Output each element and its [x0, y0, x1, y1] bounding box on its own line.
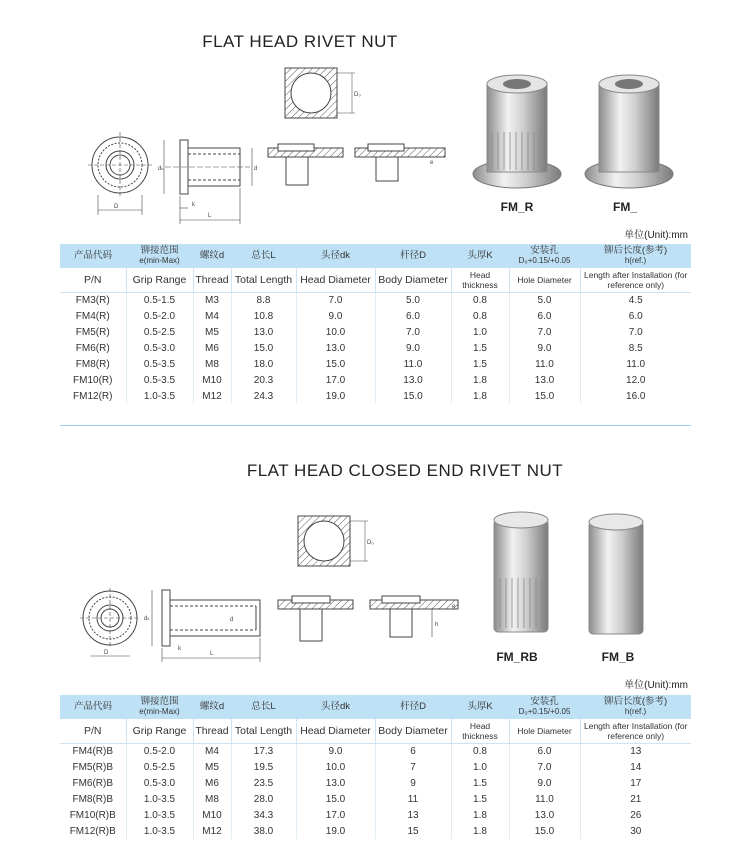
table-cell: 7: [375, 759, 451, 775]
table-cell: 13.0: [296, 775, 375, 791]
table-cell: 6.0: [628, 310, 643, 322]
table-cell: 1.0-3.5: [126, 807, 193, 823]
unit-label: 单位(Unit):mm: [624, 230, 688, 241]
table-row: [60, 775, 691, 791]
table-cell: 17.0: [296, 372, 375, 388]
table-cell: 0.5-2.5: [126, 759, 193, 775]
table-cell: 13.0: [509, 807, 580, 823]
header-cell: 铆后长度(参考) h(ref.): [580, 695, 691, 719]
header-cell: Length after Installation (for reference only): [580, 719, 691, 743]
header-row-cn: [60, 244, 691, 268]
dim-label: e: [452, 604, 456, 610]
dim-label: D₀: [354, 92, 361, 98]
dim-label: e: [430, 160, 434, 166]
table-cell: 1.0-3.5: [126, 388, 193, 404]
header-cell: 安装孔 D₀+0.15/+0.05: [509, 244, 580, 268]
table-cell: 1.0-3.5: [126, 823, 193, 839]
table-cell: 7.0: [628, 326, 643, 338]
header-cell: Thread: [193, 268, 231, 292]
header-cell: Body Diameter: [375, 268, 451, 292]
hole-view: [298, 516, 368, 566]
table-cell: 20.3: [231, 372, 296, 388]
table-cell: 0.8: [451, 292, 509, 308]
table-cell: M6: [193, 340, 231, 356]
product-label: FM_R: [500, 200, 534, 214]
header-cell: 铆接范围 e(min-Max): [126, 695, 193, 719]
table-cell: 0.5-3.5: [126, 372, 193, 388]
table-cell: 13: [630, 745, 642, 757]
unit-label: 单位(Unit):mm: [624, 680, 688, 691]
table-cell: 14: [630, 761, 642, 773]
table-cell: 26: [630, 809, 642, 821]
table-row: [60, 324, 691, 340]
front-view: [80, 588, 140, 656]
section-title: FLAT HEAD RIVET NUT: [202, 32, 398, 51]
table-cell: M5: [193, 759, 231, 775]
table-cell: 17: [630, 777, 642, 789]
table-cell: M10: [193, 372, 231, 388]
table-cell: 13.0: [231, 324, 296, 340]
dim-label: D: [114, 204, 119, 210]
table-cell: 15.0: [296, 791, 375, 807]
header-cell: Hole Diameter: [509, 268, 580, 292]
table-cell: 10.0: [296, 324, 375, 340]
table-cell: 1.0: [451, 759, 509, 775]
header-cell: 头径dk: [296, 695, 375, 719]
product-label: FM_RB: [496, 650, 538, 664]
table-row: [60, 823, 691, 839]
table-cell: FM8(R)B: [60, 791, 126, 807]
table-cell: M5: [193, 324, 231, 340]
dim-label: D: [104, 650, 109, 656]
table-cell: 15.0: [509, 823, 580, 839]
table-cell: 9.0: [296, 308, 375, 324]
table-cell: 8.5: [628, 342, 643, 354]
table-row: [60, 372, 691, 388]
table-cell: FM4(R)B: [60, 743, 126, 759]
header-cell: 杆径D: [375, 244, 451, 268]
table-cell: 19.0: [296, 388, 375, 404]
header-cell: Head thickness: [451, 719, 509, 743]
table-cell: 0.5-2.0: [126, 308, 193, 324]
table-cell: 1.5: [451, 356, 509, 372]
installed-view: [278, 596, 458, 641]
table-cell: 1.5: [451, 775, 509, 791]
table-cell: 15.0: [231, 340, 296, 356]
table-cell: FM12(R)B: [60, 823, 126, 839]
table-cell: 1.8: [451, 372, 509, 388]
section-divider: [60, 425, 691, 426]
dim-label: d: [254, 166, 258, 172]
header-cell: Grip Range: [126, 268, 193, 292]
table-cell: 9.0: [509, 775, 580, 791]
table-cell: 11.0: [375, 356, 451, 372]
table-cell: 0.5-2.5: [126, 324, 193, 340]
dim-label: L: [210, 651, 214, 657]
section-title: FLAT HEAD CLOSED END RIVET NUT: [246, 461, 564, 480]
table-cell: 11.0: [626, 358, 646, 370]
product-label: FM_: [613, 200, 637, 214]
header-cell: Total Length: [231, 268, 296, 292]
table-cell: 9: [375, 775, 451, 791]
table-cell: 8.8: [231, 292, 296, 308]
table-cell: 0.5-3.5: [126, 356, 193, 372]
table-cell: M3: [193, 292, 231, 308]
dim-label: dₖ: [158, 166, 164, 172]
table-cell: 15: [375, 823, 451, 839]
table-cell: M6: [193, 775, 231, 791]
table-cell: 30: [630, 825, 642, 837]
header-cell: 头厚K: [451, 244, 509, 268]
dim-label: dₖ: [144, 616, 150, 622]
table-cell: 28.0: [231, 791, 296, 807]
table-cell: M12: [193, 823, 231, 839]
header-cell: 总长L: [231, 695, 296, 719]
table-cell: 13: [375, 807, 451, 823]
dim-label: h: [435, 622, 439, 628]
table-cell: 7.0: [296, 292, 375, 308]
table-cell: 34.3: [231, 807, 296, 823]
table-cell: 6.0: [375, 308, 451, 324]
table-cell: 1.8: [451, 807, 509, 823]
table-cell: 17.3: [231, 743, 296, 759]
spec-table: [60, 244, 691, 404]
table-cell: M8: [193, 791, 231, 807]
header-cell: Head Diameter: [296, 719, 375, 743]
table-cell: 0.5-1.5: [126, 292, 193, 308]
table-cell: 21: [630, 793, 642, 805]
table-cell: 15.0: [509, 388, 580, 404]
header-cell: 杆径D: [375, 695, 451, 719]
product-label: FM_B: [601, 650, 635, 664]
technical-drawing: [80, 508, 470, 668]
table-cell: 16.0: [626, 390, 646, 402]
table-row: [60, 308, 691, 324]
table-cell: 1.8: [451, 388, 509, 404]
dim-label: k: [178, 646, 181, 652]
header-row-cn: [60, 695, 691, 719]
table-cell: 12.0: [626, 374, 646, 386]
header-cell: 铆后长度(参考) h(ref.): [580, 244, 691, 268]
table-cell: 9.0: [296, 743, 375, 759]
header-row-en: [60, 719, 691, 743]
product-photo-fm-b: [585, 510, 647, 645]
table-cell: 7.0: [509, 324, 580, 340]
table-cell: 1.5: [451, 340, 509, 356]
table-cell: 10.0: [296, 759, 375, 775]
header-cell: 头厚K: [451, 695, 509, 719]
table-cell: 13.0: [375, 372, 451, 388]
header-cell: Total Length: [231, 719, 296, 743]
table-cell: 38.0: [231, 823, 296, 839]
table-cell: FM5(R)B: [60, 759, 126, 775]
header-cell: Grip Range: [126, 719, 193, 743]
dim-label: D₀: [367, 540, 374, 546]
table-cell: FM12(R): [60, 388, 126, 404]
side-view: [164, 140, 252, 224]
table-row: [60, 791, 691, 807]
header-cell: Head thickness: [451, 268, 509, 292]
table-cell: 19.5: [231, 759, 296, 775]
table-cell: 6.0: [509, 308, 580, 324]
header-cell: Hole Diameter: [509, 719, 580, 743]
header-cell: 螺纹d: [193, 244, 231, 268]
header-cell: 螺纹d: [193, 695, 231, 719]
table-cell: 15.0: [375, 388, 451, 404]
table-cell: 0.5-2.0: [126, 743, 193, 759]
header-cell: P/N: [60, 719, 126, 743]
table-row: [60, 340, 691, 356]
header-cell: Thread: [193, 719, 231, 743]
table-cell: 15.0: [296, 356, 375, 372]
table-cell: 17.0: [296, 807, 375, 823]
dim-label: L: [208, 213, 212, 219]
header-cell: Body Diameter: [375, 719, 451, 743]
table-cell: FM4(R): [60, 308, 126, 324]
table-cell: 19.0: [296, 823, 375, 839]
table-cell: 0.5-3.0: [126, 340, 193, 356]
dim-label: k: [192, 202, 195, 208]
table-cell: 9.0: [375, 340, 451, 356]
table-body: [60, 743, 691, 839]
table-cell: 1.5: [451, 791, 509, 807]
technical-drawing: [80, 60, 470, 230]
table-row: [60, 759, 691, 775]
hole-view: [285, 68, 355, 118]
header-cell: 产品代码: [60, 244, 126, 268]
table-body: [60, 292, 691, 404]
table-cell: 23.5: [231, 775, 296, 791]
header-cell: 安装孔 D₀+0.15/+0.05: [509, 695, 580, 719]
table-cell: 6: [375, 743, 451, 759]
table-cell: 4.5: [628, 294, 643, 306]
table-cell: FM8(R): [60, 356, 126, 372]
table-row: [60, 292, 691, 308]
product-photo-fm-r: [470, 70, 565, 195]
spec-table: [60, 695, 691, 839]
header-cell: 产品代码: [60, 695, 126, 719]
table-cell: 13.0: [509, 372, 580, 388]
table-cell: 1.0-3.5: [126, 791, 193, 807]
table-cell: 0.8: [451, 308, 509, 324]
table-cell: 10.8: [231, 308, 296, 324]
table-cell: 7.0: [509, 759, 580, 775]
table-cell: M12: [193, 388, 231, 404]
table-cell: M4: [193, 308, 231, 324]
table-cell: 13.0: [296, 340, 375, 356]
table-cell: 11.0: [509, 356, 580, 372]
front-view: [88, 132, 152, 215]
table-cell: M8: [193, 356, 231, 372]
table-cell: M4: [193, 743, 231, 759]
table-cell: 11: [375, 791, 451, 807]
table-cell: 7.0: [375, 324, 451, 340]
table-cell: 11.0: [509, 791, 580, 807]
side-view: [152, 590, 260, 662]
table-cell: 9.0: [509, 340, 580, 356]
table-cell: 5.0: [509, 292, 580, 308]
header-cell: 总长L: [231, 244, 296, 268]
header-row-en: [60, 268, 691, 292]
product-photo-fm: [582, 70, 677, 195]
section-closed-end: [0, 430, 750, 860]
header-cell: Head Diameter: [296, 268, 375, 292]
dim-label: d: [230, 617, 234, 623]
table-row: [60, 807, 691, 823]
table-cell: 6.0: [509, 743, 580, 759]
header-cell: Length after Installation (for reference only): [580, 268, 691, 292]
table-cell: FM10(R): [60, 372, 126, 388]
table-cell: FM10(R)B: [60, 807, 126, 823]
table-cell: 0.8: [451, 743, 509, 759]
table-cell: 24.3: [231, 388, 296, 404]
table-row: [60, 388, 691, 404]
header-cell: 铆接范围 e(min-Max): [126, 244, 193, 268]
table-cell: 18.0: [231, 356, 296, 372]
table-cell: FM5(R): [60, 324, 126, 340]
table-cell: M10: [193, 807, 231, 823]
table-cell: FM6(R)B: [60, 775, 126, 791]
table-cell: 5.0: [375, 292, 451, 308]
table-cell: FM3(R): [60, 292, 126, 308]
header-cell: P/N: [60, 268, 126, 292]
table-row: [60, 356, 691, 372]
table-cell: FM6(R): [60, 340, 126, 356]
table-cell: 0.5-3.0: [126, 775, 193, 791]
installed-view: [268, 144, 445, 185]
header-cell: 头径dk: [296, 244, 375, 268]
table-row: [60, 743, 691, 759]
product-photo-fm-rb: [490, 508, 552, 643]
table-cell: 1.8: [451, 823, 509, 839]
table-cell: 1.0: [451, 324, 509, 340]
